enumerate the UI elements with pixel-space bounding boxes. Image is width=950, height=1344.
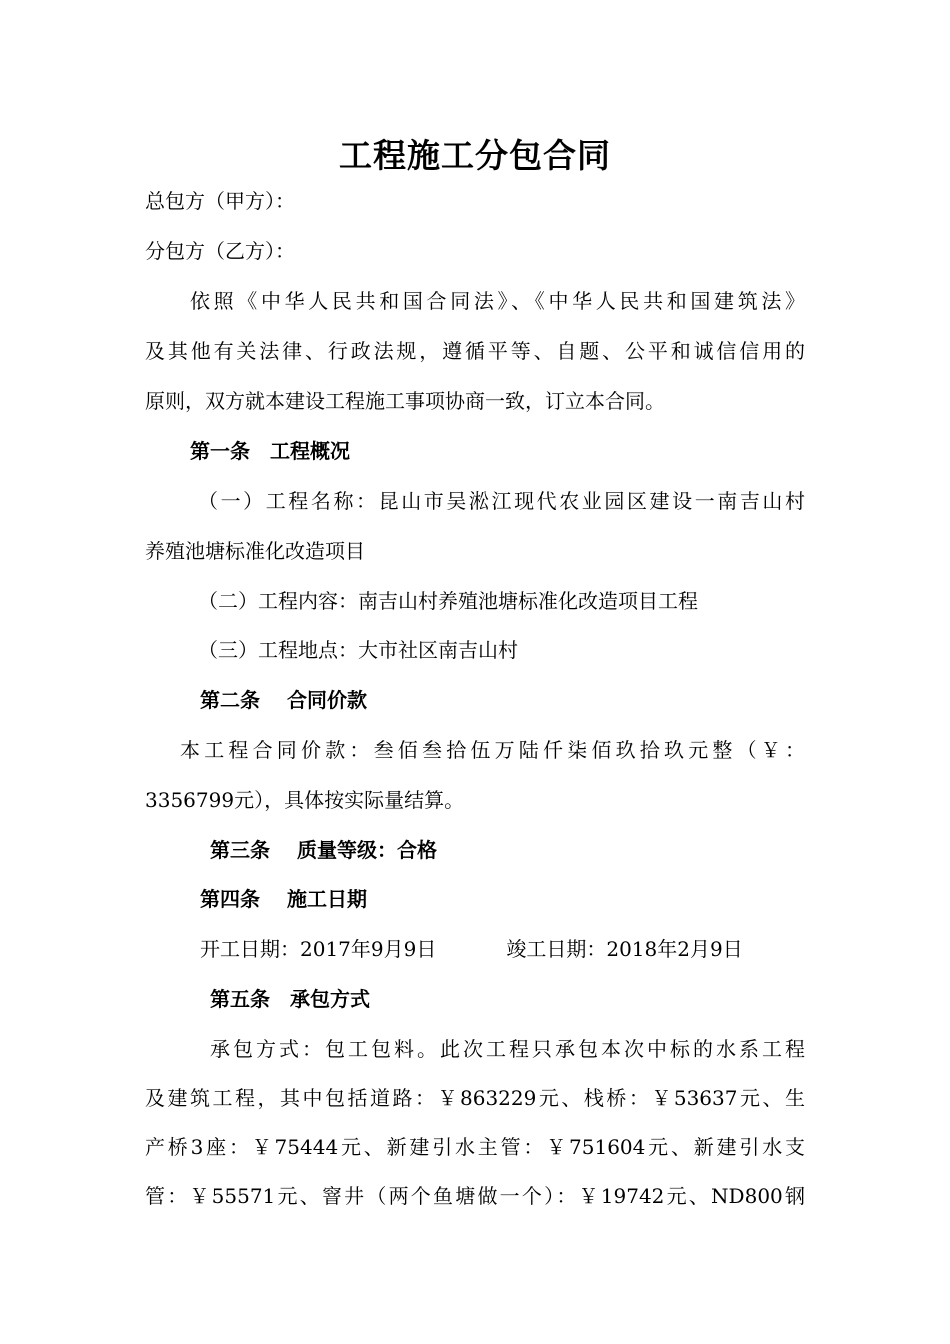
project-name-line-2: 养殖池塘标准化改造项目 [145,539,365,563]
preamble-line-1: 依照《中华人民共和国合同法》、《中华人民共和国建筑法》 [190,289,805,313]
article-5-heading: 第五条 承包方式 [210,987,370,1011]
article-2-heading: 第二条 合同价款 [200,688,367,712]
party-b-line: 分包方（乙方）： [145,239,295,263]
project-location-line: （三）工程地点：大市社区南吉山村 [198,638,518,662]
article-1-heading: 第一条 工程概况 [190,439,350,463]
document-title: 工程施工分包合同 [339,136,611,175]
preamble-line-3: 原则，双方就本建设工程施工事项协商一致，订立本合同。 [145,389,665,413]
contract-mode-line-1: 承包方式：包工包料。此次工程只承包本次中标的水系工程 [210,1037,805,1061]
project-content-line: （二）工程内容：南吉山村养殖池塘标准化改造项目工程 [198,589,698,613]
article-3-heading: 第三条 质量等级：合格 [210,838,437,862]
article-4-heading: 第四条 施工日期 [200,887,367,911]
party-a-line: 总包方（甲方）： [145,189,295,213]
price-line-1: 本工程合同价款：叁佰叁拾伍万陆仟柒佰玖拾玖元整（￥： [180,738,805,762]
dates-line [200,936,743,962]
contract-mode-line-3: 产桥3座：￥75444元、新建引水主管：￥751604元、新建引水支 [145,1135,805,1159]
start-date: 开工日期：2017年9月9日 [200,937,437,961]
price-line-2: 3356799元），具体按实际量结算。 [145,788,465,812]
project-name-line-1: （一）工程名称：昆山市吴淞江现代农业园区建设一南吉山村 [198,489,805,513]
contract-mode-line-2: 及建筑工程，其中包括道路：￥863229元、栈桥：￥53637元、生 [145,1086,805,1110]
preamble-line-2: 及其他有关法律、行政法规，遵循平等、自题、公平和诚信信用的 [145,339,805,363]
contract-mode-line-4: 管：￥55571元、窨井（两个鱼塘做一个）：￥19742元、ND800钢 [145,1184,805,1208]
end-date: 竣工日期：2018年2月9日 [506,937,743,961]
